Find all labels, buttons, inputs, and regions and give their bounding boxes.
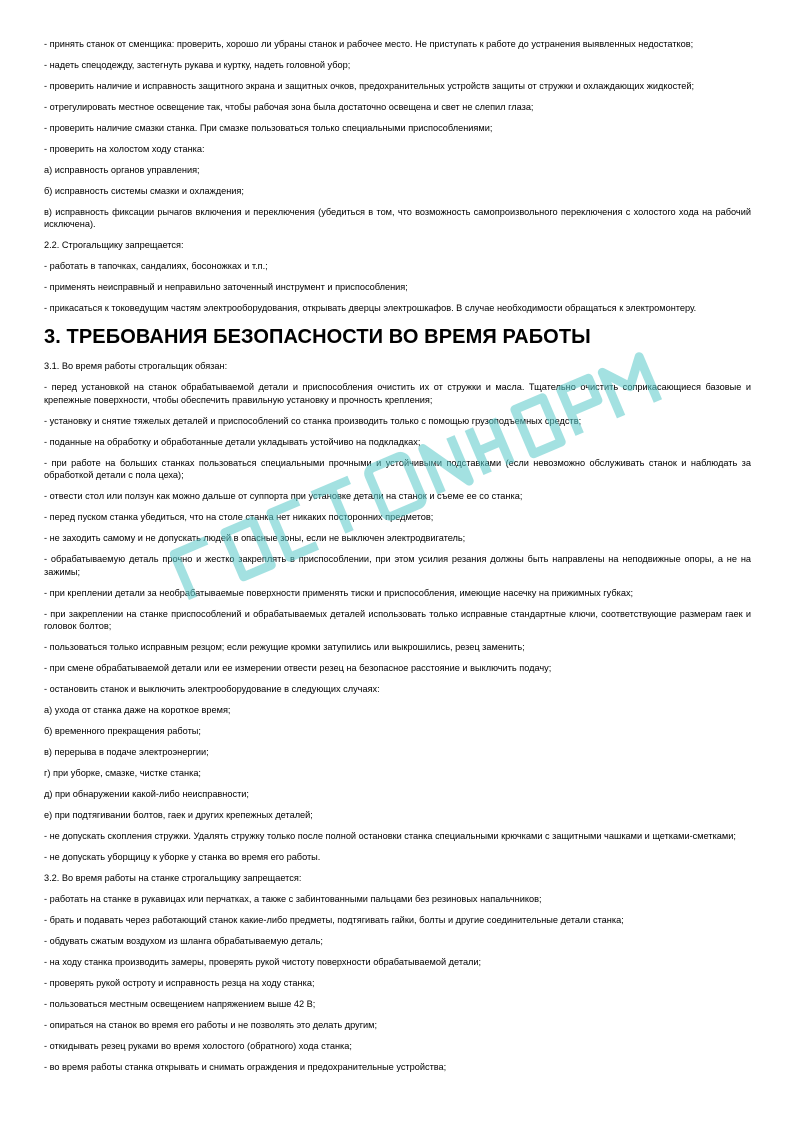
section-2-paragraph: - работать в тапочках, сандалиях, босоножках и т.п.;	[44, 261, 268, 272]
section-2-paragraph: в) исправность фиксации рычагов включения и переключения (убедиться в том, что возможность самопроизвольного переключения с холостого хода на рабочий исключена).	[44, 206, 751, 230]
section-3-paragraph: - работать на станке в рукавицах или перчатках, а также с забинтованными пальцами без резиновых напальчников;	[44, 894, 542, 905]
section-2-paragraph: - проверить наличие и исправность защитного экрана и защитных очков, предохранительных устройств защиты от стружки и охлаждающих жидкостей;	[44, 80, 695, 91]
section-3-paragraph: - установку и снятие тяжелых деталей и приспособлений со станка производить только с помощью грузоподъемных средств;	[44, 415, 582, 426]
section-3-paragraph: - перед установкой на станок обрабатываемой детали и приспособления очистить их от стружки и масла. Тщательно очистить соприкасающиеся базовые и крепежные поверхности, чтобы обеспечить правильную установку и прочность крепления;	[44, 381, 751, 405]
section-3-paragraph: - при креплении детали за необрабатываемые поверхности применять тиски и приспособления, имеющие насечку на прижимных губках;	[44, 587, 634, 598]
section-3-paragraph: - при работе на больших станках пользоваться специальными прочными и устойчивыми подставками (если невозможно обслуживать станок и наблюдать за обработкой детали с пола цеха);	[44, 457, 751, 481]
document-page	[44, 38, 751, 1082]
section-2-paragraph: - проверить наличие смазки станка. При смазке пользоваться только специальными приспособлениями;	[44, 122, 493, 133]
section-2-list	[44, 38, 751, 315]
section-2-paragraph: - применять неисправный и неправильно заточенный инструмент и приспособления;	[44, 282, 408, 293]
section-3-paragraph: - поданные на обработку и обработанные детали укладывать устойчиво на подкладках;	[44, 436, 421, 447]
section-3-paragraph: - опираться на станок во время его работы и не позволять это делать другим;	[44, 1019, 378, 1030]
section-3-paragraph: д) при обнаружении какой-либо неисправности;	[44, 789, 249, 800]
section-3-paragraph: - отвести стол или ползун как можно дальше от суппорта при установке детали на станок и съеме ее со станка;	[44, 491, 523, 502]
section-3-paragraph: - пользоваться только исправным резцом; если режущие кромки затупились или выкрошились, резец заменить;	[44, 642, 525, 653]
section-3-paragraph: б) временного прекращения работы;	[44, 726, 201, 737]
section-3-paragraph: - брать и подавать через работающий станок какие-либо предметы, подтягивать гайки, болты и другие соединительные детали станка;	[44, 915, 624, 925]
section-3-paragraph: - во время работы станка открывать и снимать ограждения и предохранительные устройства;	[44, 1061, 447, 1072]
section-3-paragraph: - не заходить самому и не допускать людей в опасные зоны, если не выключен электродвигатель;	[44, 533, 466, 544]
section-3-paragraph: е) при подтягивании болтов, гаек и других крепежных деталей;	[44, 810, 313, 821]
section-3-paragraph: в) перерыва в подаче электроэнергии;	[44, 747, 209, 758]
section-3-paragraph: - проверять рукой остроту и исправность резца на ходу станка;	[44, 977, 315, 988]
section-2-paragraph: - прикасаться к токоведущим частям электрооборудования, открывать дверцы электрошкафов. В случае необходимости обращаться к электромонтеру.	[44, 303, 697, 314]
section-2-paragraph: - надеть спецодежду, застегнуть рукава и куртку, надеть головной убор;	[44, 59, 351, 70]
section-3-paragraph: - при закреплении на станке приспособлений и обрабатываемых деталей использовать только исправные стандартные ключи, соответствующие размерам гаек и головок болтов;	[44, 608, 751, 632]
section-3-list	[44, 360, 751, 1073]
section-2-paragraph: а) исправность органов управления;	[44, 164, 200, 175]
section-3-paragraph: - на ходу станка производить замеры, проверять рукой чистоту поверхности обрабатываемой детали;	[44, 956, 482, 967]
section-2-paragraph: - проверить на холостом ходу станка:	[44, 143, 205, 154]
section-3-paragraph: 3.2. Во время работы на станке строгальщику запрещается:	[44, 873, 302, 884]
section-3-paragraph: - перед пуском станка убедиться, что на столе станка нет никаких посторонних предметов;	[44, 512, 434, 523]
section-2-paragraph: б) исправность системы смазки и охлаждения;	[44, 185, 244, 196]
section-3-paragraph: г) при уборке, смазке, чистке станка;	[44, 768, 201, 779]
section-3-paragraph: - откидывать резец руками во время холостого (обратного) хода станка;	[44, 1040, 352, 1051]
section-3-paragraph: 3.1. Во время работы строгальщик обязан:	[44, 361, 228, 371]
section-3-paragraph: - пользоваться местным освещением напряжением выше 42 В;	[44, 998, 316, 1009]
section-3-paragraph: - не допускать уборщицу к уборке у станка во время его работы.	[44, 852, 321, 863]
section-2-paragraph: 2.2. Строгальщику запрещается:	[44, 240, 184, 251]
section-2-paragraph: - принять станок от сменщика: проверить, хорошо ли убраны станок и рабочее место. Не приступать к работе до устранения выявленных недостатков;	[44, 39, 694, 49]
section-3-paragraph: - при смене обрабатываемой детали или ее измерении отвести резец на безопасное расстояние и выключить подачу;	[44, 663, 552, 674]
section-3-paragraph: - обдувать сжатым воздухом из шланга обрабатываемую деталь;	[44, 935, 323, 946]
section-3-paragraph: - обрабатываемую деталь прочно и жестко закреплять в приспособлении, при этом усилия резания должны быть направлены на неподвижные опоры, а не на зажимы;	[44, 554, 751, 577]
section-3-paragraph: - остановить станок и выключить электрооборудование в следующих случаях:	[44, 684, 380, 695]
section-2-paragraph: - отрегулировать местное освещение так, чтобы рабочая зона была достаточно освещена и свет не слепил глаза;	[44, 101, 534, 112]
section-3-heading: 3. ТРЕБОВАНИЯ БЕЗОПАСНОСТИ ВО ВРЕМЯ РАБОТЫ	[44, 326, 591, 348]
section-3-paragraph: - не допускать скопления стружки. Удалять стружку только после полной остановки станка специальными крючками с защитными чашками и щетками-сметками;	[44, 831, 736, 842]
section-3-paragraph: а) ухода от станка даже на короткое время;	[44, 705, 231, 716]
